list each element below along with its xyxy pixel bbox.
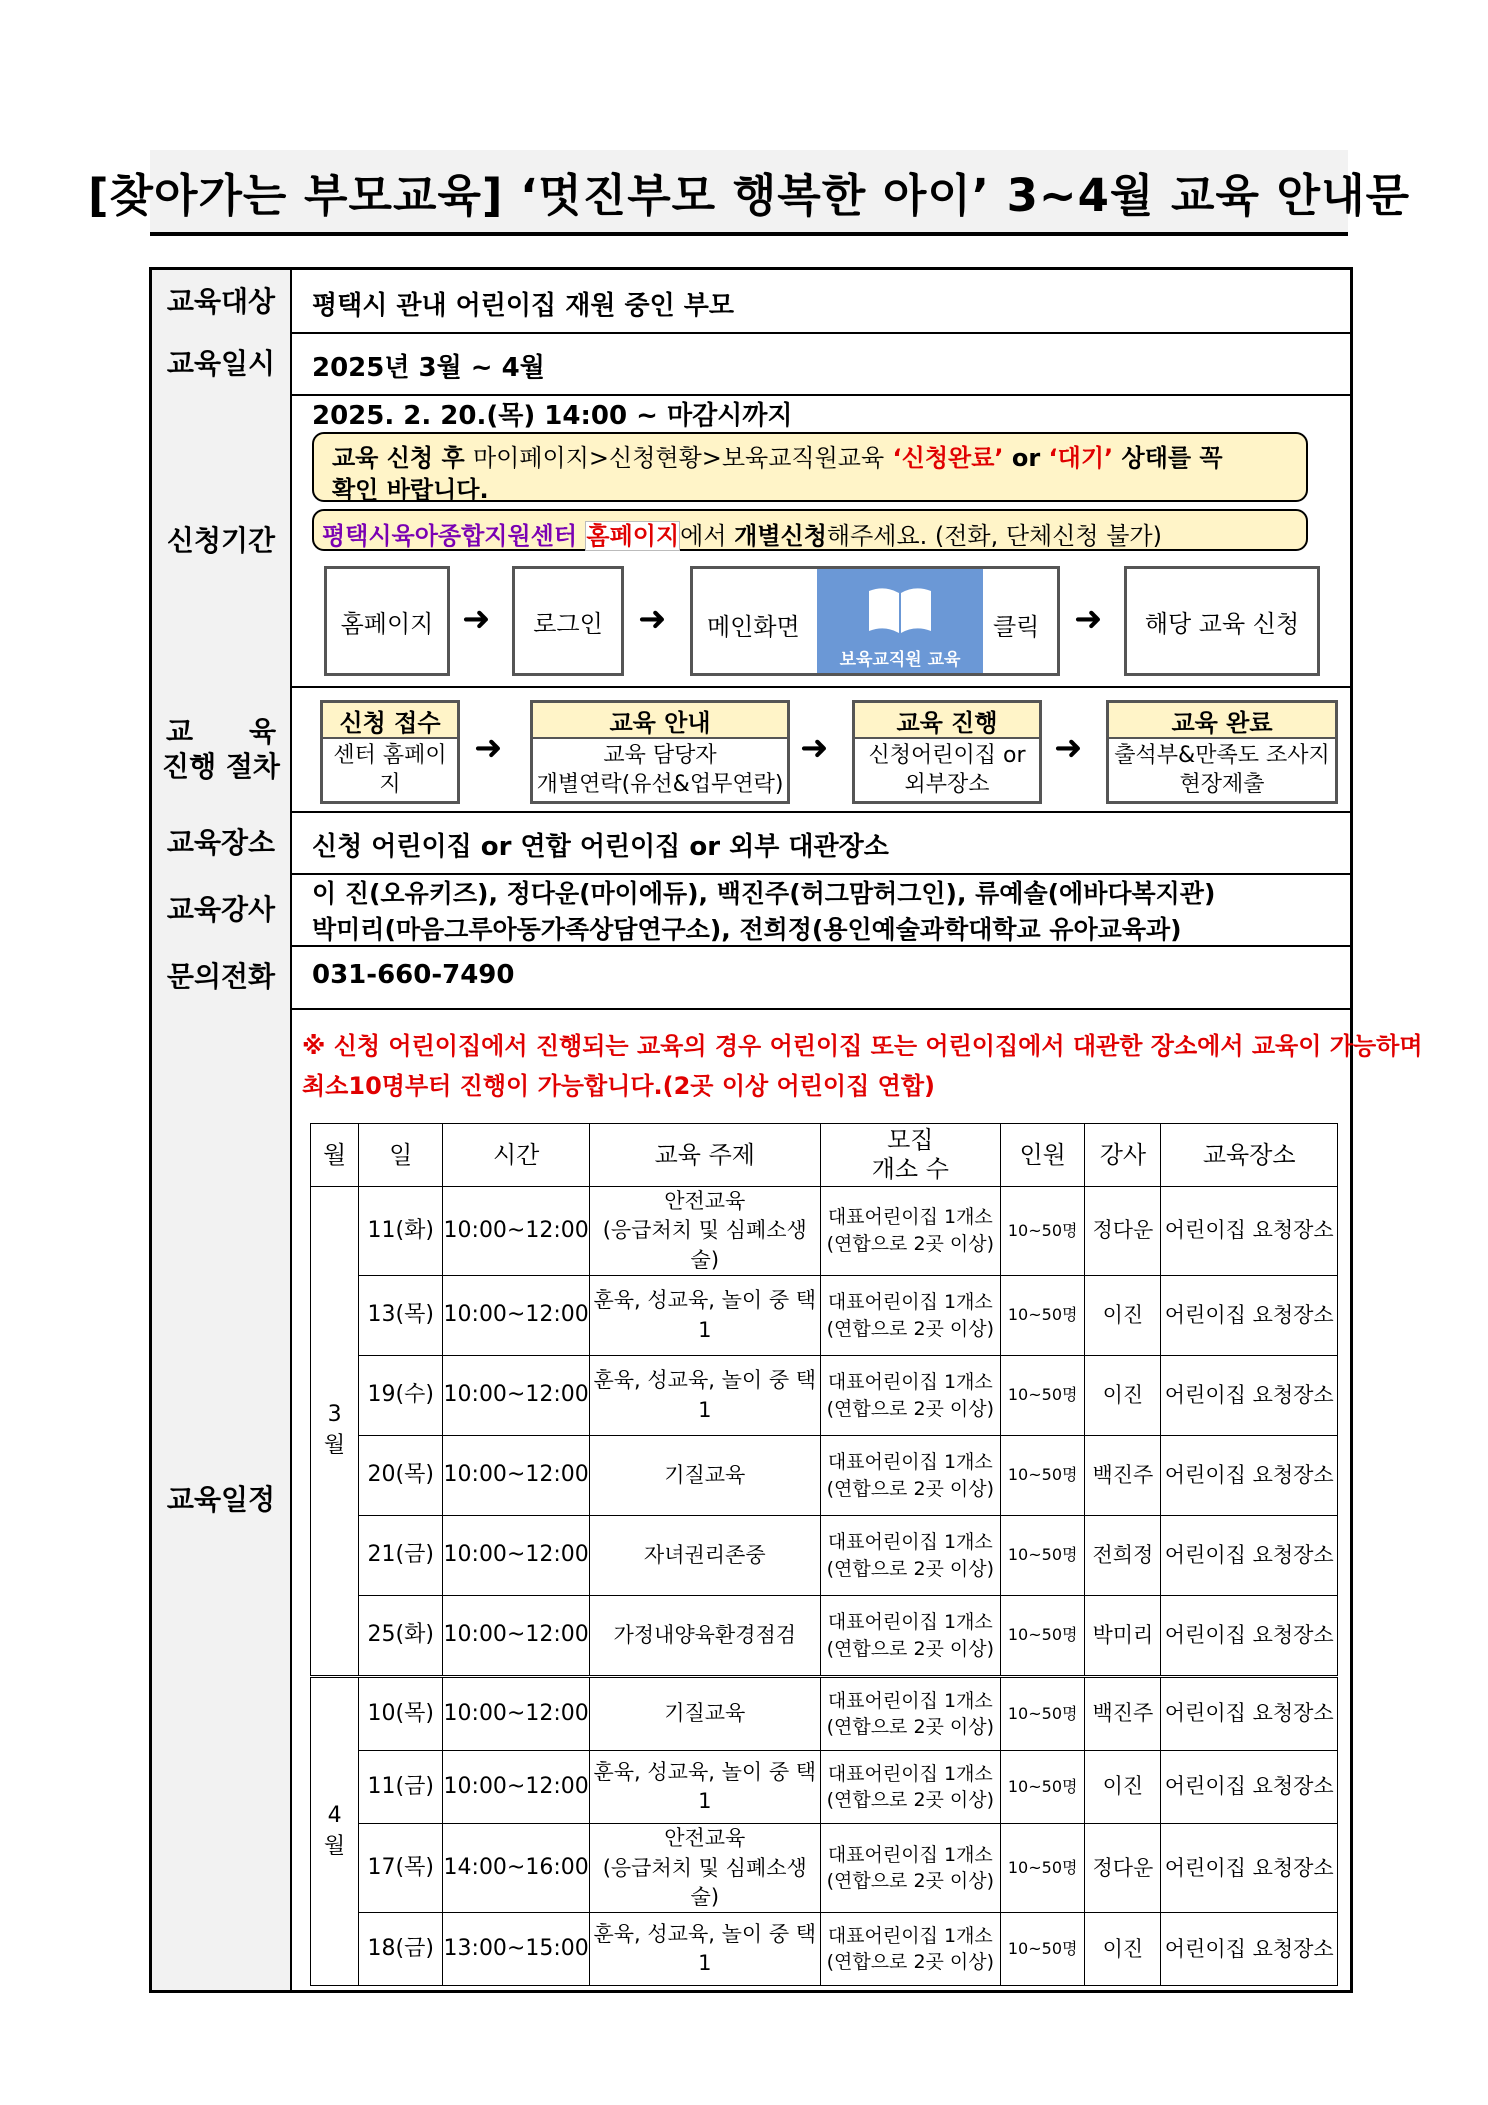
schedule-day: 19(수) <box>359 1356 443 1436</box>
status-wait: ‘대기’ <box>1048 444 1114 472</box>
notice-homepage-line <box>322 516 1162 551</box>
table-row <box>311 1751 1338 1824</box>
month-number: 3 <box>327 1402 342 1428</box>
row-apply <box>152 394 1350 688</box>
schedule-people: 10~50명 <box>1001 1751 1085 1824</box>
schedule-recruit-line1: 대표어린이집 1개소 <box>827 1451 993 1474</box>
schedule-place: 어린이집 요청장소 <box>1161 1677 1338 1751</box>
row-schedule <box>152 1008 1423 1990</box>
schedule-place: 어린이집 요청장소 <box>1161 1824 1338 1913</box>
schedule-recruit-line1: 대표어린이집 1개소 <box>827 1762 993 1785</box>
schedule-recruit-line2: (연합으로 2곳 이상) <box>826 1477 995 1500</box>
schedule-note-line1: ※ 신청 어린이집에서 진행되는 교육의 경우 어린이집 또는 어린이집에서 대관한 장소에서 교육이 가능하며 <box>302 1032 1423 1060</box>
process-step-receive <box>320 700 460 804</box>
status-complete: ‘신청완료’ <box>884 444 1004 472</box>
value-date: 2025년 3월 ~ 4월 <box>312 353 545 383</box>
schedule-recruit <box>820 1436 1000 1516</box>
process-step-desc: 현장제출 <box>1179 772 1265 797</box>
schedule-topic-line1: 안전교육 <box>664 1189 746 1213</box>
individual-apply: 개별신청 <box>734 522 827 550</box>
header-time: 시간 <box>443 1124 590 1187</box>
flow-step-main <box>690 566 1060 676</box>
schedule-body <box>311 1187 1338 1986</box>
lecturer-line1: 이 진(오유키즈), 정다운(마이에듀), 백진주(허그맘허그인), 류예솔(에바다복지관) <box>312 879 1216 908</box>
schedule-place: 어린이집 요청장소 <box>1161 1516 1338 1596</box>
schedule-recruit-line1: 대표어린이집 1개소 <box>827 1371 993 1394</box>
schedule-people: 10~50명 <box>1001 1276 1085 1356</box>
schedule-recruit-line2: (연합으로 2곳 이상) <box>826 1716 995 1739</box>
process-step-title: 신청 접수 <box>323 703 457 739</box>
schedule-recruit-line1: 대표어린이집 1개소 <box>827 1611 993 1634</box>
table-row <box>311 1276 1338 1356</box>
schedule-recruit-line1: 대표어린이집 1개소 <box>827 1924 993 1947</box>
schedule-recruit-line2: (연합으로 2곳 이상) <box>826 1397 995 1420</box>
schedule-recruit-line1: 대표어린이집 1개소 <box>827 1689 993 1712</box>
schedule-people: 10~50명 <box>1001 1187 1085 1276</box>
schedule-recruit <box>820 1913 1000 1986</box>
schedule-time: 13:00~15:00 <box>443 1913 590 1986</box>
schedule-day: 11(금) <box>359 1751 443 1824</box>
schedule-topic-line1: 훈육, 성교육, 놀이 중 택1 <box>593 1288 817 1342</box>
row-place <box>152 811 1350 875</box>
schedule-teacher: 백진주 <box>1085 1436 1161 1516</box>
header-recruit-2: 개소 수 <box>871 1155 949 1183</box>
schedule-time: 10:00~12:00 <box>443 1516 590 1596</box>
month-march <box>311 1187 359 1677</box>
header-people: 인원 <box>1001 1124 1085 1187</box>
header-place: 교육장소 <box>1161 1124 1338 1187</box>
table-row <box>311 1516 1338 1596</box>
schedule-recruit-line1: 대표어린이집 1개소 <box>827 1206 993 1229</box>
row-target <box>152 270 1350 334</box>
schedule-topic-line1: 훈육, 성교육, 놀이 중 택1 <box>593 1368 817 1422</box>
schedule-people: 10~50명 <box>1001 1824 1085 1913</box>
schedule-recruit-line1: 대표어린이집 1개소 <box>827 1843 993 1866</box>
label-process-1: 교 육 <box>165 714 277 748</box>
schedule-topic-line1: 기질교육 <box>664 1701 746 1726</box>
notice-text: 교육 신청 후 <box>332 444 473 472</box>
schedule-recruit <box>820 1356 1000 1436</box>
schedule-topic <box>589 1276 820 1356</box>
schedule-header-row <box>311 1124 1338 1187</box>
schedule-topic <box>589 1187 820 1276</box>
info-table <box>149 267 1423 1993</box>
schedule-topic-line2: (응급처치 및 심폐소생술) <box>602 1218 807 1272</box>
schedule-people: 10~50명 <box>1001 1913 1085 1986</box>
header-topic: 교육 주제 <box>589 1124 820 1187</box>
schedule-place: 어린이집 요청장소 <box>1161 1276 1338 1356</box>
row-phone <box>152 945 1350 1010</box>
label-process <box>152 686 292 811</box>
schedule-recruit <box>820 1677 1000 1751</box>
schedule-day: 17(목) <box>359 1824 443 1913</box>
schedule-day: 11(화) <box>359 1187 443 1276</box>
table-row <box>311 1913 1338 1986</box>
label-phone: 문의전화 <box>152 945 292 1008</box>
schedule-time: 14:00~16:00 <box>443 1824 590 1913</box>
schedule-topic <box>589 1436 820 1516</box>
schedule-topic <box>589 1824 820 1913</box>
schedule-place: 어린이집 요청장소 <box>1161 1187 1338 1276</box>
schedule-people: 10~50명 <box>1001 1356 1085 1436</box>
month-number: 4 <box>327 1802 342 1828</box>
schedule-teacher: 이진 <box>1085 1751 1161 1824</box>
schedule-table <box>310 1123 1338 1986</box>
flow-arrow-icon: ➜ <box>462 599 491 639</box>
row-lecturer <box>152 873 1350 947</box>
process-step-desc: 교육 담당자 <box>603 743 717 769</box>
schedule-topic <box>589 1913 820 1986</box>
schedule-note-line2: 최소10명부터 진행이 가능합니다.(2곳 이상 어린이집 연합) <box>302 1072 935 1100</box>
schedule-place: 어린이집 요청장소 <box>1161 1356 1338 1436</box>
value-phone: 031-660-7490 <box>312 960 515 990</box>
label-lecturer: 교육강사 <box>152 873 292 945</box>
process-step-complete <box>1106 700 1338 804</box>
process-step-title: 교육 완료 <box>1109 703 1335 739</box>
schedule-time: 10:00~12:00 <box>443 1751 590 1824</box>
schedule-recruit-line1: 대표어린이집 1개소 <box>827 1531 993 1554</box>
schedule-teacher: 정다운 <box>1085 1187 1161 1276</box>
schedule-day: 21(금) <box>359 1516 443 1596</box>
schedule-teacher: 전희정 <box>1085 1516 1161 1596</box>
schedule-teacher: 박미리 <box>1085 1596 1161 1677</box>
process-step-progress <box>852 700 1042 804</box>
schedule-recruit-line1: 대표어린이집 1개소 <box>827 1291 993 1314</box>
flow-arrow-icon: ➜ <box>1074 599 1103 639</box>
schedule-time: 10:00~12:00 <box>443 1436 590 1516</box>
label-place: 교육장소 <box>152 811 292 873</box>
process-step-desc: 센터 홈페이지 <box>333 743 447 797</box>
schedule-time: 10:00~12:00 <box>443 1677 590 1751</box>
schedule-teacher: 정다운 <box>1085 1824 1161 1913</box>
notice-text-end: 상태를 꼭 <box>1113 444 1223 472</box>
flow-main-label: 메인화면 <box>707 613 800 641</box>
label-apply: 신청기간 <box>152 394 292 686</box>
month-april <box>311 1677 359 1986</box>
schedule-place: 어린이집 요청장소 <box>1161 1751 1338 1824</box>
document-title: [찾아가는 부모교육] ‘멋진부모 행복한 아이’ 3~4월 교육 안내문 <box>87 168 1411 222</box>
schedule-time: 10:00~12:00 <box>443 1356 590 1436</box>
flow-arrow-icon: ➜ <box>638 599 667 639</box>
table-row <box>311 1677 1338 1751</box>
process-arrow-icon: ➜ <box>1054 728 1083 768</box>
document-title-bar <box>87 150 1411 236</box>
header-month: 월 <box>311 1124 359 1187</box>
schedule-topic-line1: 훈육, 성교육, 놀이 중 택1 <box>593 1759 817 1814</box>
schedule-topic-line1: 훈육, 성교육, 놀이 중 택1 <box>593 1921 817 1976</box>
schedule-recruit-line2: (연합으로 2곳 이상) <box>826 1317 995 1340</box>
flow-step-homepage: 홈페이지 <box>324 566 450 676</box>
notice-status-line1 <box>332 438 1223 473</box>
schedule-recruit <box>820 1751 1000 1824</box>
flow-step-apply: 해당 교육 신청 <box>1124 566 1320 676</box>
row-process <box>152 686 1350 813</box>
label-process-2: 진행 절차 <box>162 749 280 783</box>
schedule-people: 10~50명 <box>1001 1436 1085 1516</box>
schedule-people: 10~50명 <box>1001 1516 1085 1596</box>
schedule-place: 어린이집 요청장소 <box>1161 1913 1338 1986</box>
table-row <box>311 1356 1338 1436</box>
label-date: 교육일시 <box>152 332 292 394</box>
schedule-topic-line1: 자녀권리존중 <box>643 1542 766 1567</box>
schedule-time: 10:00~12:00 <box>443 1276 590 1356</box>
schedule-day: 10(목) <box>359 1677 443 1751</box>
schedule-people: 10~50명 <box>1001 1596 1085 1677</box>
process-step-desc: 출석부&만족도 조사지 <box>1114 743 1330 769</box>
schedule-recruit <box>820 1824 1000 1913</box>
schedule-place: 어린이집 요청장소 <box>1161 1596 1338 1677</box>
notice-homepage-text: 에서 <box>680 522 735 550</box>
value-place: 신청 어린이집 or 연합 어린이집 or 외부 대관장소 <box>312 832 889 862</box>
schedule-recruit-line2: (연합으로 2곳 이상) <box>826 1789 995 1812</box>
header-day: 일 <box>359 1124 443 1187</box>
homepage-link[interactable]: 홈페이지 <box>586 522 680 550</box>
label-target: 교육대상 <box>152 270 292 332</box>
table-row <box>311 1824 1338 1913</box>
schedule-recruit <box>820 1187 1000 1276</box>
schedule-day: 20(목) <box>359 1436 443 1516</box>
schedule-recruit <box>820 1276 1000 1356</box>
month-unit: 월 <box>323 1833 346 1859</box>
notice-or: or <box>1003 444 1049 472</box>
schedule-teacher: 백진주 <box>1085 1677 1161 1751</box>
schedule-topic <box>589 1596 820 1677</box>
month-unit: 월 <box>323 1433 346 1459</box>
schedule-time: 10:00~12:00 <box>443 1187 590 1276</box>
schedule-day: 13(목) <box>359 1276 443 1356</box>
education-banner[interactable] <box>817 569 983 673</box>
process-arrow-icon: ➜ <box>474 728 503 768</box>
schedule-topic-line1: 가정내양육환경점검 <box>613 1622 797 1647</box>
lecturer-line2: 박미리(마음그루아동가족상담연구소), 전희정(용인예술과학대학교 유아교육과) <box>312 915 1182 944</box>
process-arrow-icon: ➜ <box>800 728 829 768</box>
flow-click-label: 클릭 <box>993 613 1040 641</box>
process-step-guide <box>530 700 790 804</box>
schedule-recruit <box>820 1516 1000 1596</box>
schedule-teacher: 이진 <box>1085 1276 1161 1356</box>
flow-step-login: 로그인 <box>512 566 624 676</box>
header-recruit-1: 모집 <box>887 1126 934 1155</box>
schedule-people: 10~50명 <box>1001 1677 1085 1751</box>
schedule-topic <box>589 1677 820 1751</box>
process-step-desc: 개별연락(유선&업무연락) <box>536 772 784 797</box>
header-recruit <box>820 1124 1000 1187</box>
table-row <box>311 1187 1338 1276</box>
schedule-day: 18(금) <box>359 1913 443 1986</box>
process-step-title: 교육 진행 <box>855 703 1039 739</box>
schedule-recruit <box>820 1596 1000 1677</box>
process-step-desc: 외부장소 <box>904 772 990 797</box>
notice-status-box <box>312 432 1308 502</box>
apply-period: 2025. 2. 20.(목) 14:00 ~ 마감시까지 <box>312 401 793 431</box>
notice-status-line2: 확인 바랍니다. <box>332 476 489 504</box>
schedule-day: 25(화) <box>359 1596 443 1677</box>
schedule-topic-line1: 기질교육 <box>664 1462 746 1487</box>
schedule-time: 10:00~12:00 <box>443 1596 590 1677</box>
banner-label: 보육교직원 교육 <box>839 650 961 670</box>
process-step-title: 교육 안내 <box>533 703 787 739</box>
notice-path: 마이페이지>신청현황>보육교직원교육 <box>473 444 885 472</box>
schedule-recruit-line2: (연합으로 2곳 이상) <box>826 1557 995 1580</box>
schedule-recruit-line2: (연합으로 2곳 이상) <box>826 1951 995 1974</box>
schedule-teacher: 이진 <box>1085 1356 1161 1436</box>
schedule-recruit-line2: (연합으로 2곳 이상) <box>826 1637 995 1660</box>
schedule-topic <box>589 1516 820 1596</box>
schedule-topic <box>589 1751 820 1824</box>
label-schedule: 교육일정 <box>152 1008 292 1990</box>
table-row <box>311 1596 1338 1677</box>
notice-homepage-tail: 해주세요. (전화, 단체신청 불가) <box>826 522 1162 550</box>
process-step-desc: 신청어린이집 or <box>868 743 1026 769</box>
schedule-topic <box>589 1356 820 1436</box>
center-name: 평택시육아종합지원센터 <box>322 522 586 550</box>
schedule-topic-line2: (응급처치 및 심폐소생술) <box>602 1855 807 1909</box>
header-teacher: 강사 <box>1085 1124 1161 1187</box>
schedule-recruit-line2: (연합으로 2곳 이상) <box>826 1233 995 1256</box>
schedule-topic-line1: 안전교육 <box>664 1826 746 1851</box>
schedule-recruit-line2: (연합으로 2곳 이상) <box>826 1870 995 1893</box>
schedule-place: 어린이집 요청장소 <box>1161 1436 1338 1516</box>
value-target: 평택시 관내 어린이집 재원 중인 부모 <box>312 291 734 321</box>
notice-homepage-box <box>312 509 1308 551</box>
schedule-teacher: 이진 <box>1085 1913 1161 1986</box>
table-row <box>311 1436 1338 1516</box>
row-date <box>152 332 1350 396</box>
